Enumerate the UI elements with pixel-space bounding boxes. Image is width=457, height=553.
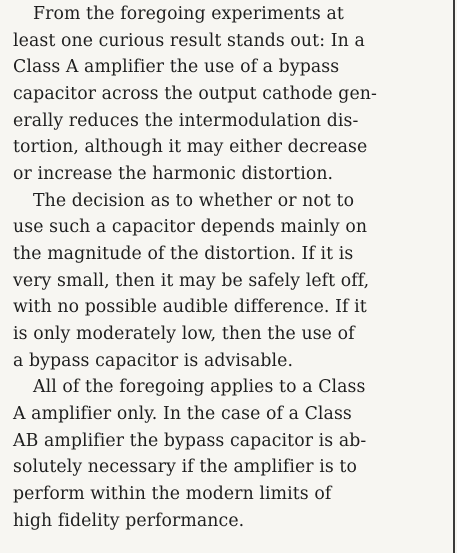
text-line-1: From the foregoing experiments at xyxy=(33,4,344,24)
text-line-7: or increase the harmonic distortion. xyxy=(13,164,334,184)
text-line-12: with no possible audible difference. If it xyxy=(13,297,367,317)
text-line-18: solutely necessary if the amplifier is to xyxy=(13,457,357,477)
text-line-16: A amplifier only. In the case of a Class xyxy=(13,404,352,424)
column-rule xyxy=(453,0,455,553)
text-line-3: Class A amplifier the use of a bypass xyxy=(13,57,340,77)
text-line-9: use such a capacitor depends mainly on xyxy=(13,217,368,237)
text-line-17: AB amplifier the bypass capacitor is ab- xyxy=(13,431,367,451)
text-line-4: capacitor across the output cathode gen- xyxy=(13,84,377,104)
text-line-11: very small, then it may be safely left off, xyxy=(13,271,370,291)
text-line-15: All of the foregoing applies to a Class xyxy=(33,377,366,397)
text-line-20: high fidelity performance. xyxy=(13,511,245,531)
text-line-10: the magnitude of the distortion. If it is xyxy=(13,244,354,264)
text-line-6: tortion, although it may either decrease xyxy=(13,137,368,157)
text-line-2: least one curious result stands out: In a xyxy=(13,31,365,51)
text-line-14: a bypass capacitor is advisable. xyxy=(13,351,294,371)
text-line-19: perform within the modern limits of xyxy=(13,484,332,504)
text-line-5: erally reduces the intermodulation dis- xyxy=(13,111,359,131)
text-line-13: is only moderately low, then the use of xyxy=(13,324,355,344)
text-line-8: The decision as to whether or not to xyxy=(33,191,355,211)
